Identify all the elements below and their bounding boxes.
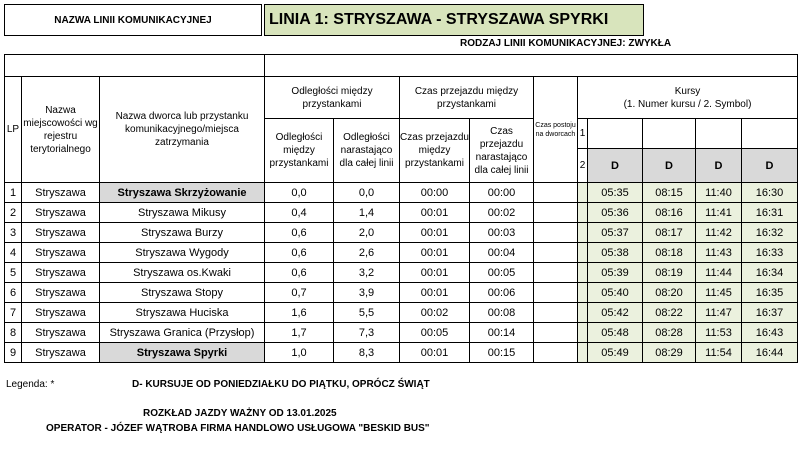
- table-row: [5, 263, 798, 283]
- row-departure: 08:22: [643, 303, 696, 323]
- row-departure: 08:20: [643, 283, 696, 303]
- row-distance-cumulative: 2,0: [334, 223, 400, 243]
- row-distance: 1,6: [265, 303, 334, 323]
- row-stop-duration: [534, 343, 578, 363]
- row-stop: Stryszawa Skrzyżowanie: [100, 183, 265, 203]
- row-spacer: [578, 263, 588, 283]
- row-lp: 8: [5, 323, 22, 343]
- table-row: [5, 343, 798, 363]
- row-spacer: [578, 183, 588, 203]
- row-lp: 6: [5, 283, 22, 303]
- row-departure: 05:38: [588, 243, 643, 263]
- row-time-cumulative: 00:05: [470, 263, 534, 283]
- row-spacer: [578, 203, 588, 223]
- row-town: Stryszawa: [22, 343, 100, 363]
- row-time-cumulative: 00:02: [470, 203, 534, 223]
- row-distance-cumulative: 1,4: [334, 203, 400, 223]
- row-stop: Stryszawa Granica (Przysłop): [100, 323, 265, 343]
- line-name-label: NAZWA LINII KOMUNIKACYJNEJ: [4, 4, 262, 36]
- table-row: [5, 183, 798, 203]
- course-symbol: D: [643, 149, 696, 183]
- row-distance-cumulative: 7,3: [334, 323, 400, 343]
- row-stop-duration: [534, 243, 578, 263]
- courses-header: [578, 77, 798, 119]
- table-row: [5, 323, 798, 343]
- row-departure: 11:54: [696, 343, 742, 363]
- row-lp: 3: [5, 223, 22, 243]
- table-row: [5, 283, 798, 303]
- row-time-cumulative: 00:00: [470, 183, 534, 203]
- row-distance-cumulative: 2,6: [334, 243, 400, 263]
- header-row-1: [5, 77, 798, 119]
- time-group-header: Czas przejazdu między przystankami: [400, 77, 534, 119]
- row-lp: 5: [5, 263, 22, 283]
- row-departure: 16:37: [742, 303, 798, 323]
- municipality-header: Nazwa miejscowości wg rejestru terytorialnego: [22, 77, 100, 183]
- legend-text: D- KURSUJE OD PONIEDZIAŁKU DO PIĄTKU, OPRÓCZ ŚWIĄT: [132, 379, 430, 390]
- row-distance: 0,6: [265, 223, 334, 243]
- row-distance: 0,4: [265, 203, 334, 223]
- row-stop: Stryszawa Burzy: [100, 223, 265, 243]
- row-time: 00:01: [400, 223, 470, 243]
- course-symbol: D: [696, 149, 742, 183]
- row-stop: Stryszawa Mikusy: [100, 203, 265, 223]
- row-departure: 05:49: [588, 343, 643, 363]
- table-row: [5, 243, 798, 263]
- row-time-cumulative: 00:15: [470, 343, 534, 363]
- row-departure: 05:36: [588, 203, 643, 223]
- courses-title: Kursy: [674, 85, 701, 97]
- row-time: 00:05: [400, 323, 470, 343]
- row-departure: 11:41: [696, 203, 742, 223]
- row-distance-cumulative: 8,3: [334, 343, 400, 363]
- table-row: [5, 223, 798, 243]
- row-stop: Stryszawa Wygody: [100, 243, 265, 263]
- row-departure: 16:44: [742, 343, 798, 363]
- row-lp: 1: [5, 183, 22, 203]
- row-lp: 2: [5, 203, 22, 223]
- row-departure: 16:31: [742, 203, 798, 223]
- table-row: [5, 203, 798, 223]
- distance-cumulative-header: Odległości narastająco dla całej linii: [334, 119, 400, 183]
- row-lp: 4: [5, 243, 22, 263]
- row-departure: 05:42: [588, 303, 643, 323]
- row-departure: 08:29: [643, 343, 696, 363]
- row-departure: 08:18: [643, 243, 696, 263]
- row-time: 00:01: [400, 243, 470, 263]
- row-departure: 08:28: [643, 323, 696, 343]
- row-departure: 05:40: [588, 283, 643, 303]
- distance-group-header: Odległości między przystankami: [265, 77, 400, 119]
- row-spacer: [578, 283, 588, 303]
- line-type: RODZAJ LINII KOMUNIKACYJNEJ: ZWYKŁA: [460, 38, 672, 49]
- row-distance-cumulative: 5,5: [334, 303, 400, 323]
- row-departure: 11:45: [696, 283, 742, 303]
- row-town: Stryszawa: [22, 243, 100, 263]
- row-time: 00:02: [400, 303, 470, 323]
- row-departure: 05:39: [588, 263, 643, 283]
- row-spacer: [578, 223, 588, 243]
- distance-between-header: Odległości między przystankami: [265, 119, 334, 183]
- legend-label: Legenda: *: [6, 379, 55, 390]
- row-distance: 0,0: [265, 183, 334, 203]
- row-town: Stryszawa: [22, 223, 100, 243]
- time-between-header: Czas przejazdu między przystankami: [400, 119, 470, 183]
- row-departure: 16:32: [742, 223, 798, 243]
- row-distance: 1,7: [265, 323, 334, 343]
- course-number-label: 1: [578, 119, 588, 149]
- course-number-4: [742, 119, 798, 149]
- stop-duration-header: Czas postoju na dworcach: [534, 77, 578, 183]
- row-lp: 7: [5, 303, 22, 323]
- row-departure: 08:15: [643, 183, 696, 203]
- row-departure: 11:42: [696, 223, 742, 243]
- row-town: Stryszawa: [22, 263, 100, 283]
- timetable: [4, 54, 798, 363]
- row-distance-cumulative: 3,2: [334, 263, 400, 283]
- row-stop: Stryszawa Spyrki: [100, 343, 265, 363]
- row-time: 00:01: [400, 343, 470, 363]
- row-departure: 08:17: [643, 223, 696, 243]
- row-distance: 0,6: [265, 263, 334, 283]
- operator: OPERATOR - JÓZEF WĄTROBA FIRMA HANDLOWO USŁUGOWA "BESKID BUS": [46, 423, 430, 434]
- row-spacer: [578, 323, 588, 343]
- row-departure: 11:44: [696, 263, 742, 283]
- spacer-row: [5, 55, 798, 77]
- row-departure: 05:48: [588, 323, 643, 343]
- row-distance-cumulative: 0,0: [334, 183, 400, 203]
- row-stop-duration: [534, 183, 578, 203]
- row-departure: 05:37: [588, 223, 643, 243]
- row-town: Stryszawa: [22, 303, 100, 323]
- row-stop-duration: [534, 323, 578, 343]
- courses-subtitle: (1. Numer kursu / 2. Symbol): [623, 98, 752, 110]
- row-time: 00:01: [400, 283, 470, 303]
- row-stop-duration: [534, 303, 578, 323]
- course-number-2: [643, 119, 696, 149]
- row-departure: 08:19: [643, 263, 696, 283]
- row-stop-duration: [534, 283, 578, 303]
- row-distance: 0,7: [265, 283, 334, 303]
- row-stop-duration: [534, 263, 578, 283]
- row-spacer: [578, 243, 588, 263]
- row-time-cumulative: 00:04: [470, 243, 534, 263]
- row-town: Stryszawa: [22, 183, 100, 203]
- row-time-cumulative: 00:08: [470, 303, 534, 323]
- row-departure: 16:35: [742, 283, 798, 303]
- course-symbol-label: 2: [578, 149, 588, 183]
- row-departure: 08:16: [643, 203, 696, 223]
- row-time: 00:01: [400, 263, 470, 283]
- row-distance: 1,0: [265, 343, 334, 363]
- row-town: Stryszawa: [22, 203, 100, 223]
- line-title: LINIA 1: STRYSZAWA - STRYSZAWA SPYRKI: [264, 4, 644, 36]
- row-town: Stryszawa: [22, 323, 100, 343]
- row-departure: 11:47: [696, 303, 742, 323]
- course-number-1: [588, 119, 643, 149]
- row-distance-cumulative: 3,9: [334, 283, 400, 303]
- row-departure: 16:34: [742, 263, 798, 283]
- course-number-3: [696, 119, 742, 149]
- row-departure: 05:35: [588, 183, 643, 203]
- lp-header: LP: [5, 77, 22, 183]
- row-departure: 16:33: [742, 243, 798, 263]
- row-spacer: [578, 303, 588, 323]
- row-stop-duration: [534, 203, 578, 223]
- row-time-cumulative: 00:14: [470, 323, 534, 343]
- row-stop: Stryszawa Huciska: [100, 303, 265, 323]
- row-departure: 11:53: [696, 323, 742, 343]
- row-time-cumulative: 00:03: [470, 223, 534, 243]
- row-stop: Stryszawa os.Kwaki: [100, 263, 265, 283]
- stop-name-header: Nazwa dworca lub przystanku komunikacyjnego/miejsca zatrzymania: [100, 77, 265, 183]
- row-departure: 16:30: [742, 183, 798, 203]
- row-town: Stryszawa: [22, 283, 100, 303]
- row-time: 00:00: [400, 183, 470, 203]
- row-time-cumulative: 00:06: [470, 283, 534, 303]
- valid-from: ROZKŁAD JAZDY WAŻNY OD 13.01.2025: [143, 408, 337, 419]
- row-time: 00:01: [400, 203, 470, 223]
- course-symbol: D: [588, 149, 643, 183]
- row-stop: Stryszawa Stopy: [100, 283, 265, 303]
- row-spacer: [578, 343, 588, 363]
- row-stop-duration: [534, 223, 578, 243]
- row-departure: 16:43: [742, 323, 798, 343]
- row-departure: 11:40: [696, 183, 742, 203]
- course-symbol: D: [742, 149, 798, 183]
- row-lp: 9: [5, 343, 22, 363]
- row-departure: 11:43: [696, 243, 742, 263]
- time-cumulative-header: Czas przejazdu narastająco dla całej linii: [470, 119, 534, 183]
- row-distance: 0,6: [265, 243, 334, 263]
- table-row: [5, 303, 798, 323]
